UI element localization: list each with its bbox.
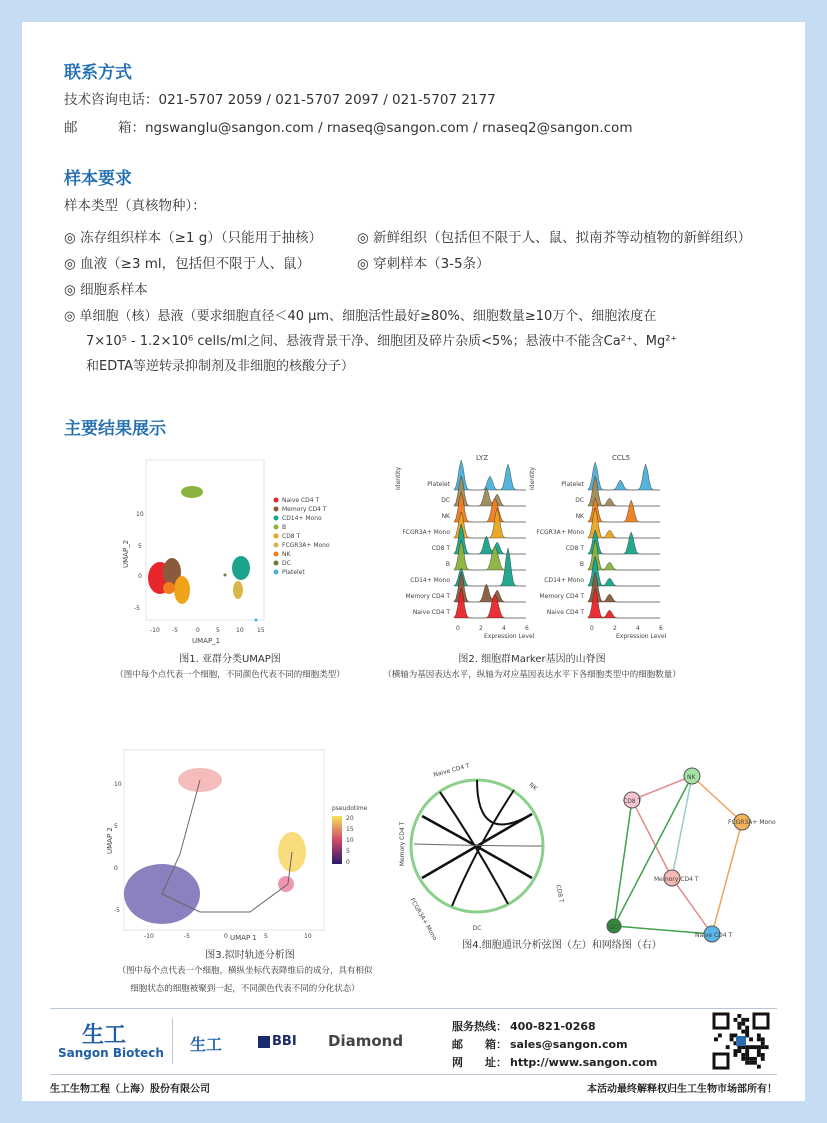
fig1-xtick: 0 (196, 627, 200, 634)
qr-code-icon (712, 1012, 770, 1070)
results-heading: 主要结果展示 (64, 419, 166, 439)
fig1-xtick: 5 (216, 627, 220, 634)
ridge-curve (588, 462, 660, 490)
footer-divider (50, 1008, 777, 1009)
sample-item-fresh: ◎ 新鲜组织（包括但不限于人、鼠、拟南芥等动植物的新鲜组织） (357, 230, 752, 246)
footer-email-label: 邮 箱： (452, 1038, 507, 1051)
ridge-row-label: Naive CD4 T (412, 609, 450, 616)
ridge-xtick: 4 (502, 625, 506, 632)
pseudotime-tick: 5 (346, 848, 350, 855)
ridge-row-label: B (445, 561, 450, 568)
contact-email-label: 邮 箱： (64, 120, 145, 136)
fig2-panel2-title: CCL5 (612, 454, 631, 462)
legend-item: CD8 T (282, 533, 301, 540)
fig1-caption: 图1. 亚群分类UMAP图 (179, 654, 281, 665)
logo-sangon-cn: 生工 (82, 1023, 127, 1048)
contact-phone: 技术咨询电话：021-5707 2059 / 021-5707 2097 / 021-5707 2177 (64, 92, 496, 108)
bbi-mark-icon (258, 1036, 270, 1048)
fig1-ytick: 0 (138, 573, 142, 580)
fig3-xtick: -5 (184, 933, 190, 940)
logo-bbi (258, 1034, 297, 1049)
fig1-xtick: -5 (172, 627, 178, 634)
logo-bbi-text: BBI (272, 1034, 297, 1049)
fig2-xlabel: Expression Level (484, 633, 535, 640)
logo-sangon-cn-2: 生工 (190, 1035, 223, 1054)
legend-swatch (274, 525, 279, 530)
umap-cluster-platelet (181, 486, 203, 498)
sample-heading: 样本要求 (64, 169, 132, 189)
contact-email (64, 116, 632, 136)
pseudotime-tick: 0 (346, 859, 350, 866)
fig2-caption: 图2. 细胞群Marker基因的山脊图 (458, 654, 606, 665)
footer-hotline-value: 400-821-0268 (510, 1020, 596, 1033)
fig1-ylabel: UMAP_2 (122, 539, 130, 568)
footer-hotline-label: 服务热线： (452, 1020, 507, 1033)
sample-item-blood: ◎ 血液（≥3 ml，包括但不限于人、鼠） (64, 256, 311, 272)
footer-web-value[interactable]: http://www.sangon.com (510, 1056, 658, 1069)
ridge-row-label: Memory CD4 T (539, 593, 584, 600)
fig4-node-naive: Naive CD4 T (695, 932, 733, 939)
contact-heading: 联系方式 (64, 63, 132, 83)
fig4-caption: 图4.细胞通讯分析弦图（左）和网络图（右） (462, 940, 662, 951)
legend-swatch (274, 561, 279, 566)
legend-item: DC (282, 560, 291, 567)
fig3-trajectory (100, 744, 370, 944)
legend-item: Memory CD4 T (282, 506, 327, 513)
fig1-ytick: 5 (138, 543, 142, 550)
chord-label: FCGR3A+ Mono (408, 896, 439, 942)
logo-sangon-en: Sangon Biotech (58, 1046, 164, 1060)
fig3-xtick: 5 (264, 933, 268, 940)
footer-web-label: 网 址： (452, 1056, 507, 1069)
chord-label: DC (472, 925, 482, 932)
sample-item-cellline: ◎ 细胞系样本 (64, 282, 148, 298)
legend-item: CD14+ Mono (282, 515, 322, 522)
legend-swatch (274, 534, 279, 539)
fig2-panel1-title: LYZ (476, 454, 489, 462)
ridge-xtick: 2 (479, 625, 483, 632)
ridge-row-label: CD8 T (431, 545, 450, 552)
fig4-node-fcgr3a: FCGR3A+ Mono (728, 819, 776, 826)
footer-rights: 本活动最终解释权归生工生物市场部所有！ (587, 1084, 777, 1095)
legend-item: FCGR3A+ Mono (282, 542, 330, 549)
legend-item: NK (282, 551, 291, 558)
legend-swatch (274, 507, 279, 512)
footer-email-value[interactable]: sales@sangon.com (510, 1038, 628, 1051)
fig4-node-memory: Memory CD4 T (654, 876, 699, 883)
fig1-umap (120, 450, 340, 650)
ridge-row-label: Platelet (427, 481, 450, 488)
fig3-xlabel: UMAP 1 (230, 934, 257, 942)
fig2-ridge (384, 450, 674, 650)
chord-label: NK (527, 781, 539, 793)
fig2-subcaption: （横轴为基因表达水平，纵轴为对应基因表达水平下各细胞类型中的细胞数量） (383, 670, 681, 680)
fig1-ytick: -5 (134, 605, 140, 612)
fig3-ytick: 10 (114, 781, 122, 788)
fig4-node-dc: DC (609, 924, 618, 931)
ridge-xtick: 0 (590, 625, 594, 632)
fig2-xlabel-2: Expression Level (616, 633, 667, 640)
ridge-row-label: CD8 T (565, 545, 584, 552)
ridge-xtick: 2 (613, 625, 617, 632)
ridge-row-label: NK (441, 513, 450, 520)
ridge-xtick: 6 (659, 625, 663, 632)
footer-web (452, 1054, 657, 1070)
footer-hotline (452, 1018, 596, 1034)
chord-label: CD8 T (554, 884, 565, 904)
fig3-xtick: -10 (144, 933, 154, 940)
page (22, 22, 805, 1101)
fig1-ytick: 10 (136, 511, 144, 518)
fig3-xtick: 10 (304, 933, 312, 940)
ridge-row-label: Platelet (561, 481, 584, 488)
ridge-row-label: FCGR3A+ Mono (536, 529, 584, 536)
ridge-curve (454, 460, 526, 490)
fig3-xtick: 0 (224, 933, 228, 940)
ridge-xtick: 4 (636, 625, 640, 632)
ridge-row-label: CD14+ Mono (544, 577, 584, 584)
chord-label: Memory CD4 T (399, 821, 406, 867)
sample-item-puncture: ◎ 穿刺样本（3-5条） (357, 256, 490, 272)
sample-item-suspension: ◎ 单细胞（核）悬液（要求细胞直径＜40 μm、细胞活性最好≥80%、细胞数量≥10万个、细胞浓度在 (64, 309, 657, 324)
fig4-network (607, 768, 776, 942)
footer-email (452, 1036, 628, 1052)
legend-swatch (274, 516, 279, 521)
fig3-ylabel: UMAP 2 (106, 827, 114, 854)
legend-item: B (282, 524, 287, 531)
ridge-row-label: Memory CD4 T (405, 593, 450, 600)
contact-email-value: ngswanglu@sangon.com / rnaseq@sangon.com / rnaseq2@sangon.com (145, 120, 633, 136)
fig3-legend-title: pseudotime (332, 805, 368, 812)
fig1-xtick: 10 (236, 627, 244, 634)
pseudotime-tick: 20 (346, 815, 354, 822)
ridge-curve (454, 572, 526, 602)
fig1-xtick: 15 (257, 627, 265, 634)
ridge-row-label: CD14+ Mono (410, 577, 450, 584)
chord-label: Naive CD4 T (432, 762, 471, 779)
footer-divider-2 (50, 1074, 777, 1075)
fig4-node-cd8t: CD8 T (623, 798, 642, 805)
fig4-node-nk: NK (687, 774, 696, 781)
ridge-row-label: NK (575, 513, 584, 520)
pseudotime-tick: 15 (346, 826, 354, 833)
fig1-xlabel: UMAP_1 (192, 637, 221, 645)
fig3-subcaption-1: （图中每个点代表一个细胞，横纵坐标代表降维后的成分，具有相似 (117, 966, 373, 976)
ridge-row-label: DC (441, 497, 450, 504)
fig3-ytick: 5 (114, 823, 118, 830)
logo-divider (172, 1018, 173, 1064)
ridge-xtick: 6 (525, 625, 529, 632)
ridge-row-label: DC (575, 497, 584, 504)
legend-swatch (274, 498, 279, 503)
fig3-ytick: 0 (114, 865, 118, 872)
fig2-ylabel: Identity (395, 467, 402, 490)
fig4-chord-network (382, 744, 782, 944)
fig3-caption: 图3.拟时轨迹分析图 (205, 950, 295, 961)
legend-swatch (274, 570, 279, 575)
fig3-ytick: -5 (114, 907, 120, 914)
ridge-xtick: 0 (456, 625, 460, 632)
sample-type-line: 样本类型（真核物种）： (64, 198, 206, 214)
ridge-row-label: Naive CD4 T (546, 609, 584, 616)
footer-company: 生工生物工程（上海）股份有限公司 (50, 1084, 210, 1095)
fig1-xtick: -10 (150, 627, 160, 634)
legend-swatch (274, 552, 279, 557)
legend-item: Naive CD4 T (282, 497, 320, 504)
ridge-row-label: FCGR3A+ Mono (402, 529, 450, 536)
fig2-ylabel-2: Identity (529, 467, 536, 490)
fig1-legend (274, 497, 330, 576)
logo-diamond: Diamond (328, 1032, 404, 1050)
fig3-subcaption-2: 细胞状态的细胞被聚到一起，不同颜色代表不同的分化状态） (130, 984, 360, 994)
ridge-row-label: B (579, 561, 584, 568)
pseudotime-tick: 10 (346, 837, 354, 844)
sample-item-suspension-3: 和EDTA等逆转录抑制剂及非细胞的核酸分子） (86, 359, 355, 374)
fig4-chord (399, 762, 565, 942)
sample-item-frozen: ◎ 冻存组织样本（≥1 g）（只能用于抽核） (64, 230, 323, 246)
fig1-subcaption: （图中每个点代表一个细胞，不同颜色代表不同的细胞类型） (115, 670, 345, 680)
sample-item-suspension-2: 7×10⁵ - 1.2×10⁶ cells/ml之间、悬液背景干净、细胞团及碎片杂质<5%；悬液中不能含Ca²⁺、Mg²⁺ (86, 334, 678, 349)
legend-item: Platelet (282, 569, 305, 576)
legend-swatch (274, 543, 279, 548)
